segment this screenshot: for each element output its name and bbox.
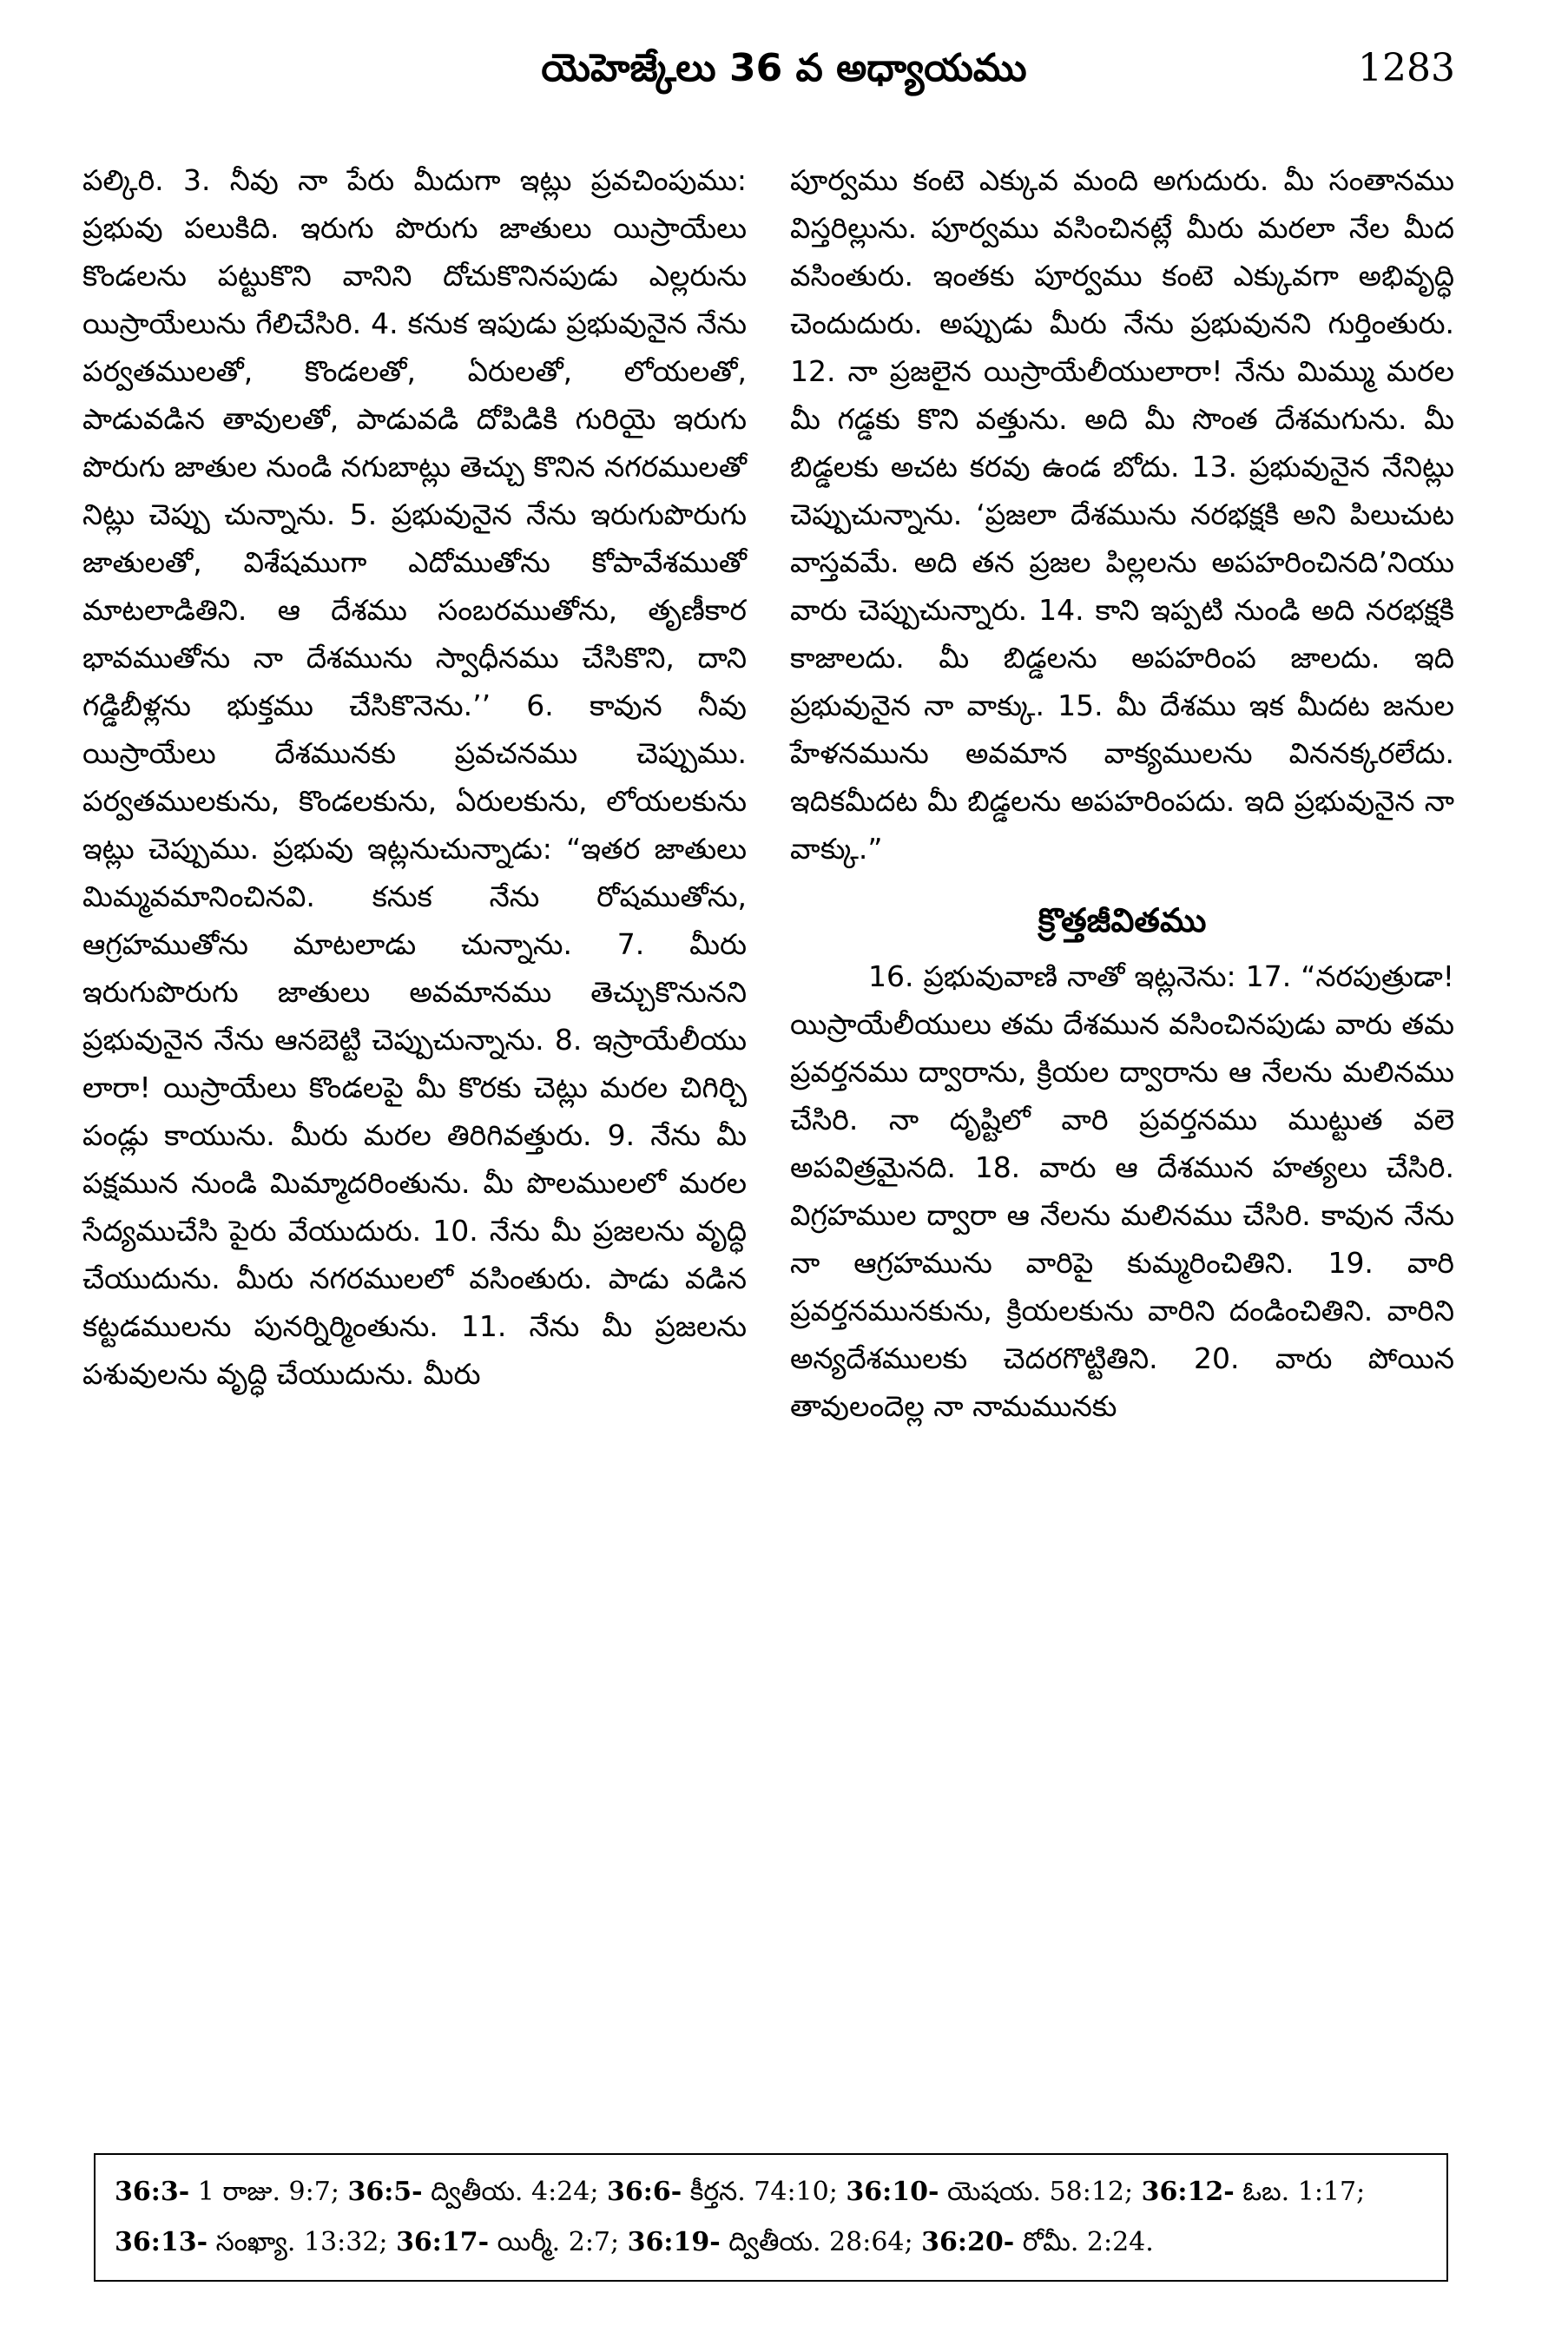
cross-reference-box xyxy=(94,2153,1448,2282)
footnote-text: ఓబ. 1:17; xyxy=(1234,2177,1366,2207)
footnote-text: 1 రాజు. 9:7; xyxy=(189,2177,348,2207)
footnote-ref: 36:20- xyxy=(921,2227,1015,2257)
right-column-text-top: పూర్వము కంటె ఎక్కువ మంది అగుదురు. మీ సంతానము విస్తరిల్లును. పూర్వము వసించినట్లే మీరు మరలా నేల మీద వసింతురు. ఇంతకు పూర్వము కంటె ఎక్కువగా అభివృద్ధి చెందుదురు. అప్పుడు మీరు నేను ప్రభువునని గుర్తింతురు. 12. నా ప్రజలైన యిస్రాయేలీయులారా! నేను మిమ్ము మరల మీ గడ్డకు కొని వత్తును. అది మీ సొంత దేశమగును. మీ బిడ్డలకు అచట కరవు ఉండ బోదు. 13. ప్రభువునైన నేనిట్లు చెప్పుచున్నాను. ‘ప్రజలా దేశమును నరభక్షకి అని పిలుచుట వాస్తవమే. అది తన ప్రజల పిల్లలను అపహరించినది’నియు వారు చెప్పుచున్నారు. 14. కాని ఇప్పటి నుండి అది నరభక్షకి కాజాలదు. మీ బిడ్డలను అపహరింప జాలదు. ఇది ప్రభువునైన నా వాక్కు. 15. మీ దేశము ఇక మీదట జనుల హేళనమును అవమాన వాక్యములను విననక్కరలేదు. ఇదికమీదట మీ బిడ్డలను అపహరింపదు. ఇది ప్రభువునైన నా వాక్కు.” xyxy=(790,163,1454,866)
footnote-ref: 36:3- xyxy=(115,2177,190,2207)
right-column xyxy=(790,156,1454,2066)
page-number: 1283 xyxy=(1358,46,1455,90)
footnote-ref: 36:6- xyxy=(607,2177,682,2207)
footnote-ref: 36:12- xyxy=(1141,2177,1235,2207)
footnote-text: సంఖ్యా. 13:32; xyxy=(208,2227,397,2257)
footnote-text: యెషయ. 58:12; xyxy=(939,2177,1142,2207)
footnote-ref: 36:10- xyxy=(846,2177,939,2207)
footnote-text: కీర్తన. 74:10; xyxy=(682,2177,847,2207)
footnote-ref: 36:19- xyxy=(627,2227,721,2257)
footnote-text: ద్వితీయ. 28:64; xyxy=(720,2227,922,2257)
footnote-ref: 36:13- xyxy=(115,2227,208,2257)
right-column-text-bottom: 16. ప్రభువువాణి నాతో ఇట్లనెను: 17. “నరపుత్రుడా! యిస్రాయేలీయులు తమ దేశమున వసించినపుడు వారు తమ ప్రవర్తనము ద్వారాను, క్రియల ద్వారాను ఆ నేలను మలినము చేసిరి. నా దృష్టిలో వారి ప్రవర్తనము ముట్టుత వలె అపవిత్రమైనది. 18. వారు ఆ దేశమున హత్యలు చేసిరి. విగ్రహముల ద్వారా ఆ నేలను మలినము చేసిరి. కావున నేను నా ఆగ్రహమును వారిపై కుమ్మరించితిని. 19. వారి ప్రవర్తనమునకును, క్రియలకును వారిని దండించితిని. వారిని అన్యదేశములకు చెదరగొట్టితిని. 20. వారు పోయిన తావులందెల్ల నా నామమునకు xyxy=(790,959,1454,1423)
left-column xyxy=(82,156,747,1398)
footnote-ref: 36:5- xyxy=(347,2177,423,2207)
left-column-text: పల్కిరి. 3. నీవు నా పేరు మీదుగా ఇట్లు ప్రవచింపుము: ప్రభువు పలుకిది. ఇరుగు పొరుగు జాతులు యిస్రాయేలు కొండలను పట్టుకొని వానిని దోచుకొనినపుడు ఎల్లరును యిస్రాయేలును గేలిచేసిరి. 4. కనుక ఇపుడు ప్రభువునైన నేను పర్వతములతో, కొండలతో, ఏరులతో, లోయలతో, పాడువడిన తావులతో, పాడువడి దోపిడికి గురియై ఇరుగు పొరుగు జాతుల నుండి నగుబాట్లు తెచ్చు కొనిన నగరములతో నిట్లు చెప్పు చున్నాను. 5. ప్రభువునైన నేను ఇరుగుపొరుగు జాతులతో, విశేషముగా ఎదోముతోను కోపావేశముతో మాటలాడితిని. ఆ దేశము సంబరముతోను, తృణీకార భావముతోను నా దేశమును స్వాధీనము చేసికొని, దాని గడ్డిబీళ్లను భుక్తము చేసికొనెను.’’ 6. కావున నీవు యిస్రాయేలు దేశమునకు ప్రవచనము చెప్పుము. పర్వతములకును, కొండలకును, ఏరులకును, లోయలకును ఇట్లు చెప్పుము. ప్రభువు ఇట్లనుచున్నాడు: “ఇతర జాతులు మిమ్మవమానించినవి. కనుక నేను రోషముతోను, ఆగ్రహముతోను మాటలాడు చున్నాను. 7. మీరు ఇరుగుపొరుగు జాతులు అవమానము తెచ్చుకొనునని ప్రభువునైన నేను ఆనబెట్టి చెప్పుచున్నాను. 8. ఇస్రాయేలీయు లారా! యిస్రాయేలు కొండలపై మీ కొరకు చెట్లు మరల చిగిర్చి పండ్లు కాయును. మీరు మరల తిరిగివత్తురు. 9. నేను మీ పక్షమున నుండి మిమ్మాదరింతును. మీ పొలములలో మరల సేద్యముచేసి పైరు వేయుదురు. 10. నేను మీ ప్రజలను వృద్ధి చేయుదును. మీరు నగరములలో వసింతురు. పాడు వడిన కట్టడములను పునర్నిర్మింతును. 11. నేను మీ ప్రజలను పశువులను వృద్ధి చేయుదును. మీరు xyxy=(82,163,747,1391)
chapter-heading: యెహెజ్కేలు 36 వ అధ్యాయము xyxy=(541,46,1027,90)
footnote-ref: 36:17- xyxy=(396,2227,490,2257)
section-heading: క్రొత్తజీవితము xyxy=(1038,901,1207,939)
footnote-text: యిర్మీ. 2:7; xyxy=(489,2227,628,2257)
footnote-text: ద్వితీయ. 4:24; xyxy=(422,2177,607,2207)
footnote-text: రోమీ. 2:24. xyxy=(1014,2227,1154,2257)
